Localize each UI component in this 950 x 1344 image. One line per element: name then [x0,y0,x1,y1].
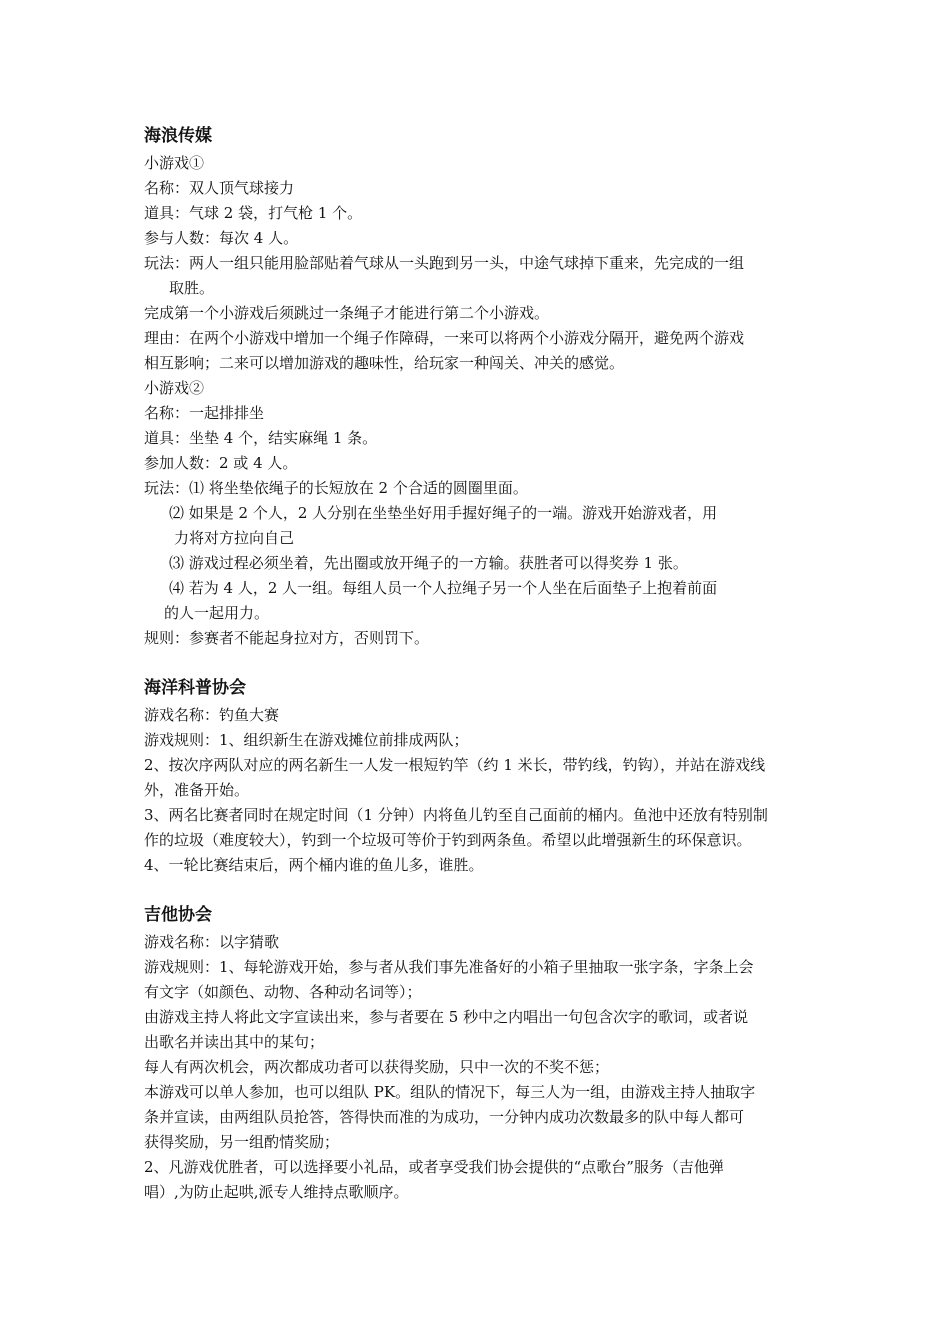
section-title-guitar: 吉他协会 [144,905,212,925]
paragraph-line: 参与人数：每次 4 人。 [144,229,299,247]
paragraph-line: 相互影响；二来可以增加游戏的趣味性，给玩家一种闯关、冲关的感觉。 [144,354,625,372]
paragraph-line: 有文字（如颜色、动物、各种动名词等）； [144,983,422,1001]
document-page [144,121,814,1205]
paragraph-line: 作的垃圾（难度较大），钓到一个垃圾可等价于钓到两条鱼。希望以此增强新生的环保意识。 [144,831,752,849]
paragraph-line: 本游戏可以单人参加，也可以组队 PK。组队的情况下，每三人为一组，由游戏主持人抽取字 [144,1083,756,1101]
paragraph-line: 每人有两次机会，两次都成功者可以获得奖励，只中一次的不奖不惩； [144,1058,610,1076]
paragraph-line: 力将对方拉向自己 [174,529,295,547]
paragraph-line: 游戏规则：1、每轮游戏开始，参与者从我们事先准备好的小箱子里抽取一张字条，字条上会 [144,958,754,976]
paragraph-line: 条并宣读，由两组队员抢答，答得快而准的为成功，一分钟内成功次数最多的队中每人都可 [144,1108,745,1126]
paragraph-line: 游戏名称：钓鱼大赛 [144,706,280,724]
paragraph-line: 规则：参赛者不能起身拉对方，否则罚下。 [144,629,430,647]
paragraph-line: 取胜。 [169,279,215,297]
paragraph-line: 4、一轮比赛结束后，两个桶内谁的鱼儿多，谁胜。 [144,856,484,874]
section-gap [144,878,814,900]
paragraph-line: 外，准备开始。 [144,781,250,799]
paragraph-line: 完成第一个小游戏后须跳过一条绳子才能进行第二个小游戏。 [144,304,550,322]
paragraph-line: ⑶ 游戏过程必须坐着，先出圈或放开绳子的一方输。获胜者可以得奖券 1 张。 [169,554,688,572]
paragraph-line: 出歌名并读出其中的某句； [144,1033,325,1051]
paragraph-line: 小游戏② [144,379,205,397]
paragraph-line: ⑵ 如果是 2 个人，2 人分别在坐垫坐好用手握好绳子的一端。游戏开始游戏者，用 [169,504,718,522]
paragraph-line: 玩法：⑴ 将坐垫依绳子的长短放在 2 个合适的圆圈里面。 [144,479,528,497]
paragraph-line: ⑷ 若为 4 人，2 人一组。每组人员一个人拉绳子另一个人坐在后面垫子上抱着前面 [169,579,718,597]
section-gap [144,651,814,673]
paragraph-line: 道具：气球 2 袋，打气枪 1 个。 [144,204,363,222]
paragraph-line: 3、两名比赛者同时在规定时间（1 分钟）内将鱼儿钓至自己面前的桶内。鱼池中还放有特别制 [144,806,768,824]
paragraph-line: 2、按次序两队对应的两名新生一人发一根短钓竿（约 1 米长，带钓线，钓钩），并站在游戏线 [144,756,766,774]
paragraph-line: 玩法：两人一组只能用脸部贴着气球从一头跑到另一头，中途气球掉下重来，先完成的一组 [144,254,745,272]
paragraph-line: 2、凡游戏优胜者，可以选择要小礼品，或者享受我们协会提供的“点歌台”服务（吉他弹 [144,1158,724,1176]
paragraph-line: 游戏名称：以字猜歌 [144,933,280,951]
paragraph-line: 小游戏① [144,154,205,172]
paragraph-line: 唱）,为防止起哄,派专人维持点歌顺序。 [144,1183,409,1201]
paragraph-line: 理由：在两个小游戏中增加一个绳子作障碍，一来可以将两个小游戏分隔开，避免两个游戏 [144,329,745,347]
paragraph-line: 道具：坐垫 4 个，结实麻绳 1 条。 [144,429,378,447]
section-title-hailang: 海浪传媒 [144,126,212,146]
paragraph-line: 的人一起用力。 [164,604,270,622]
paragraph-line: 由游戏主持人将此文字宣读出来，参与者要在 5 秒中之内唱出一句包含次字的歌词，或者说 [144,1008,749,1026]
section-title-ocean: 海洋科普协会 [144,678,246,698]
paragraph-line: 参加人数：2 或 4 人。 [144,454,298,472]
paragraph-line: 名称：双人顶气球接力 [144,179,295,197]
paragraph-line: 名称：一起排排坐 [144,404,265,422]
paragraph-line: 游戏规则：1、组织新生在游戏摊位前排成两队； [144,731,469,749]
paragraph-line: 获得奖励，另一组酌情奖励； [144,1133,340,1151]
